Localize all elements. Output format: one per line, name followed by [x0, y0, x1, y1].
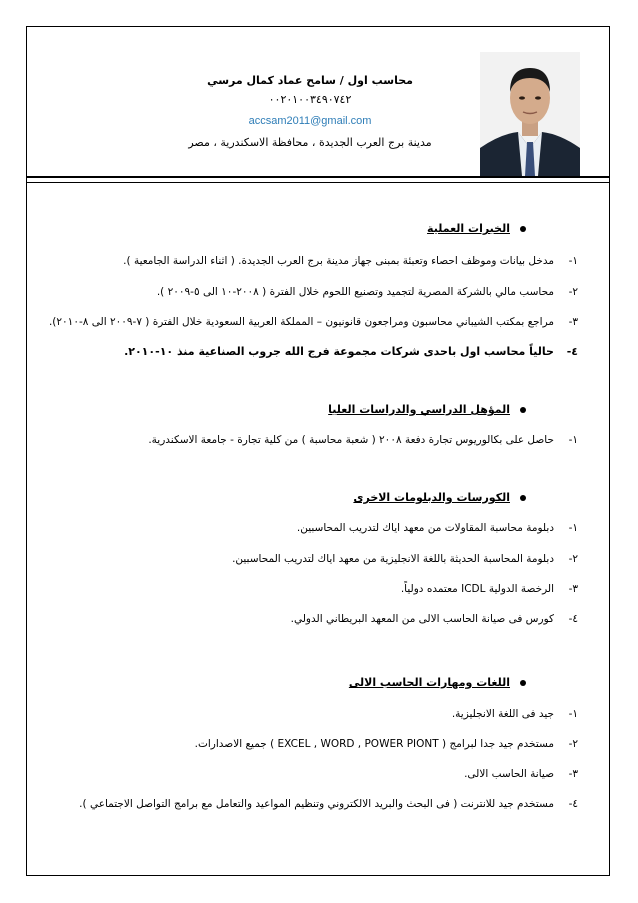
contact-header [150, 74, 470, 149]
profile-photo [480, 52, 580, 176]
list-item: ٢-دبلومة المحاسبة الحديثة باللغة الانجليزية من معهد اياك لتدريب المحاسبين. [232, 553, 578, 565]
phone-number: ٠٠٢٠١٠٠٣٤٩٠٧٤٢ [268, 93, 352, 106]
name-title: محاسب اول / سامح عماد كمال مرسي [207, 74, 413, 87]
list-item: ٤-مستخدم جيد للانترنت ( فى البحث والبريد الالكتروني وتنظيم المواعيد والتعامل مع برامج التواصل الاجتماعي ). [79, 798, 578, 810]
bullet-icon [520, 680, 526, 686]
list-item: ٣-مراجع بمكتب الشيباني محاسبون ومراجعون قانونيون – المملكة العربية السعودية خلال الفترة ( ٧-٢٠٠٩ الى ٨-٢٠١٠). [48, 316, 578, 328]
email-link[interactable]: accsam2011@gmail.com [248, 115, 372, 127]
list-item: ١-مدخل بيانات وموظف احصاء وتعبئة بمبنى جهاز مدينة برج العرب الجديدة. ( اثناء الدراسة الجامعية ). [123, 255, 578, 267]
list-item: ٤-كورس فى صيانة الحاسب الالى من المعهد البريطاني الدولي. [290, 613, 578, 625]
section-title-courses: الكورسات والدبلومات الاخرى [353, 491, 526, 504]
header-divider [26, 176, 610, 178]
section-title-experience: الخبرات العملية [427, 222, 526, 235]
bullet-icon [520, 495, 526, 501]
list-item: ٢-محاسب مالي بالشركة المصرية لتجميد وتصنيع اللحوم خلال الفترة ( ٢٠٠٨-١٠ الى ٥-٢٠٠٩ ). [156, 286, 578, 298]
list-item: ١-جيد فى اللغة الانجليزية. [451, 708, 578, 720]
list-item: ١-دبلومة محاسبة المقاولات من معهد اياك لتدريب المحاسبين. [296, 522, 578, 534]
list-item: ١-حاصل على بكالوريوس تجارة دفعة ٢٠٠٨ ( شعبة محاسبة ) من كلية تجارة - جامعة الاسكندرية. [148, 434, 578, 446]
header-divider-thin [26, 182, 610, 183]
list-item: ٣-الرخصة الدولية ICDL معتمده دولياً. [400, 583, 578, 595]
bullet-icon [520, 407, 526, 413]
list-item: ٣-صيانة الحاسب الالى. [464, 768, 578, 780]
section-title-education: المؤهل الدراسي والدراسات العليا [328, 403, 526, 416]
bullet-icon [520, 226, 526, 232]
section-title-skills: اللغات ومهارات الحاسب الالى [349, 676, 526, 689]
list-item: ٢-مستخدم جيد جدا لبرامج ( EXCEL , WORD , POWER PIONT ) جميع الاصدارات. [194, 738, 578, 750]
address: مدينة برج العرب الجديدة ، محافظة الاسكندرية ، مصر [188, 136, 432, 149]
list-item: ٤-حالياً محاسب اول باحدى شركات مجموعة فرج الله جروب الصناعية منذ ١٠-٢٠١٠. [124, 345, 578, 358]
